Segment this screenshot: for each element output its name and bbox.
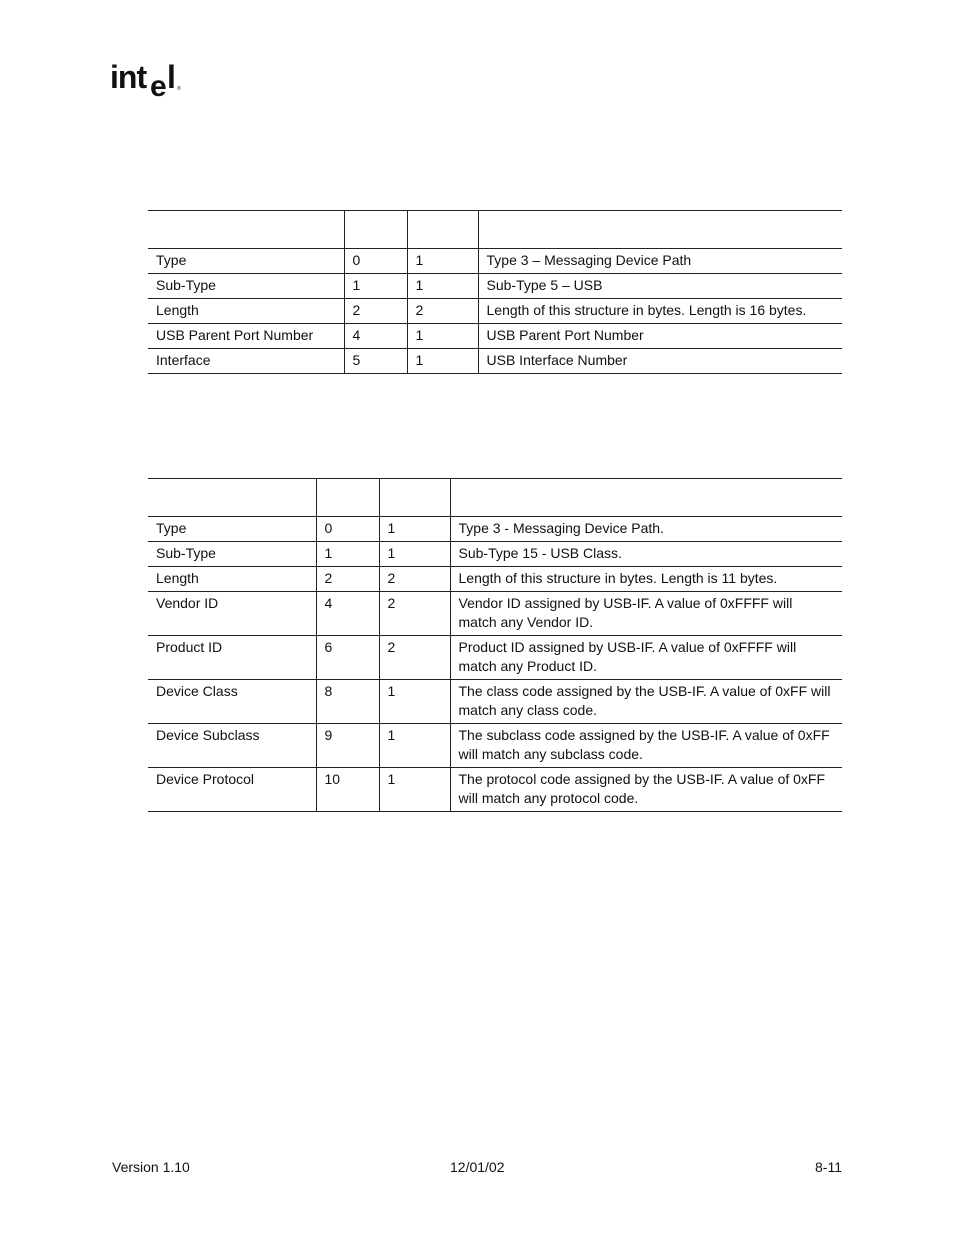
cell-offset: 1: [316, 542, 379, 567]
cell-description: USB Interface Number: [478, 349, 842, 374]
table-row: [148, 768, 842, 812]
cell-name: Interface: [148, 349, 344, 374]
cell-size: 2: [379, 592, 450, 636]
table-row: [148, 567, 842, 592]
cell-description: Length of this structure in bytes. Length is 16 bytes.: [478, 299, 842, 324]
cell-description: The class code assigned by the USB-IF. A value of 0xFF will match any class code.: [450, 680, 842, 724]
usb-device-path-table: [148, 210, 842, 374]
cell-name: Product ID: [148, 636, 316, 680]
cell-name: Device Protocol: [148, 768, 316, 812]
table-row: [148, 542, 842, 567]
logo-registered: ®: [177, 86, 181, 92]
cell-offset: 0: [316, 517, 379, 542]
cell-name: Device Class: [148, 680, 316, 724]
cell-size: 1: [407, 249, 478, 274]
table-row: [148, 249, 842, 274]
cell-offset: 10: [316, 768, 379, 812]
cell-description: Product ID assigned by USB-IF. A value of 0xFFFF will match any Product ID.: [450, 636, 842, 680]
table-row: [148, 592, 842, 636]
footer-version: Version 1.10: [112, 1159, 190, 1175]
cell-size: 1: [379, 724, 450, 768]
table-row: [148, 636, 842, 680]
intel-logo: [109, 58, 189, 102]
cell-description: The subclass code assigned by the USB-IF. A value of 0xFF will match any subclass code.: [450, 724, 842, 768]
footer-page-number: 8-11: [815, 1159, 842, 1175]
cell-size: 1: [407, 324, 478, 349]
cell-name: Sub-Type: [148, 542, 316, 567]
table-row: [148, 724, 842, 768]
table-row: [148, 517, 842, 542]
cell-description: USB Parent Port Number: [478, 324, 842, 349]
usb-class-device-path-table: [148, 478, 842, 812]
cell-description: Type 3 - Messaging Device Path.: [450, 517, 842, 542]
cell-offset: 2: [344, 299, 407, 324]
cell-offset: 8: [316, 680, 379, 724]
footer-date: 12/01/02: [450, 1159, 505, 1175]
cell-name: Type: [148, 517, 316, 542]
cell-name: Length: [148, 567, 316, 592]
cell-offset: 4: [344, 324, 407, 349]
cell-size: 2: [379, 636, 450, 680]
cell-name: Device Subclass: [148, 724, 316, 768]
cell-offset: 1: [344, 274, 407, 299]
cell-description: Sub-Type 5 – USB: [478, 274, 842, 299]
cell-name: Vendor ID: [148, 592, 316, 636]
cell-offset: 0: [344, 249, 407, 274]
table-header-row: [148, 479, 842, 517]
cell-description: Sub-Type 15 - USB Class.: [450, 542, 842, 567]
cell-name: USB Parent Port Number: [148, 324, 344, 349]
logo-int: int: [110, 59, 147, 95]
cell-offset: 6: [316, 636, 379, 680]
cell-size: 1: [407, 274, 478, 299]
cell-size: 1: [407, 349, 478, 374]
cell-offset: 5: [344, 349, 407, 374]
cell-name: Length: [148, 299, 344, 324]
table-row: [148, 680, 842, 724]
cell-description: The protocol code assigned by the USB-IF. A value of 0xFF will match any protocol code.: [450, 768, 842, 812]
cell-name: Sub-Type: [148, 274, 344, 299]
cell-size: 1: [379, 517, 450, 542]
table-row: [148, 299, 842, 324]
cell-offset: 9: [316, 724, 379, 768]
cell-description: Type 3 – Messaging Device Path: [478, 249, 842, 274]
cell-name: Type: [148, 249, 344, 274]
cell-size: 2: [379, 567, 450, 592]
logo-l: l: [167, 59, 176, 95]
table-row: [148, 274, 842, 299]
cell-offset: 4: [316, 592, 379, 636]
cell-description: Length of this structure in bytes. Length is 11 bytes.: [450, 567, 842, 592]
cell-size: 1: [379, 680, 450, 724]
cell-size: 2: [407, 299, 478, 324]
cell-offset: 2: [316, 567, 379, 592]
logo-e: e: [150, 70, 167, 102]
cell-size: 1: [379, 768, 450, 812]
table-row: [148, 349, 842, 374]
cell-description: Vendor ID assigned by USB-IF. A value of 0xFFFF will match any Vendor ID.: [450, 592, 842, 636]
table-row: [148, 324, 842, 349]
cell-size: 1: [379, 542, 450, 567]
table-header-row: [148, 211, 842, 249]
